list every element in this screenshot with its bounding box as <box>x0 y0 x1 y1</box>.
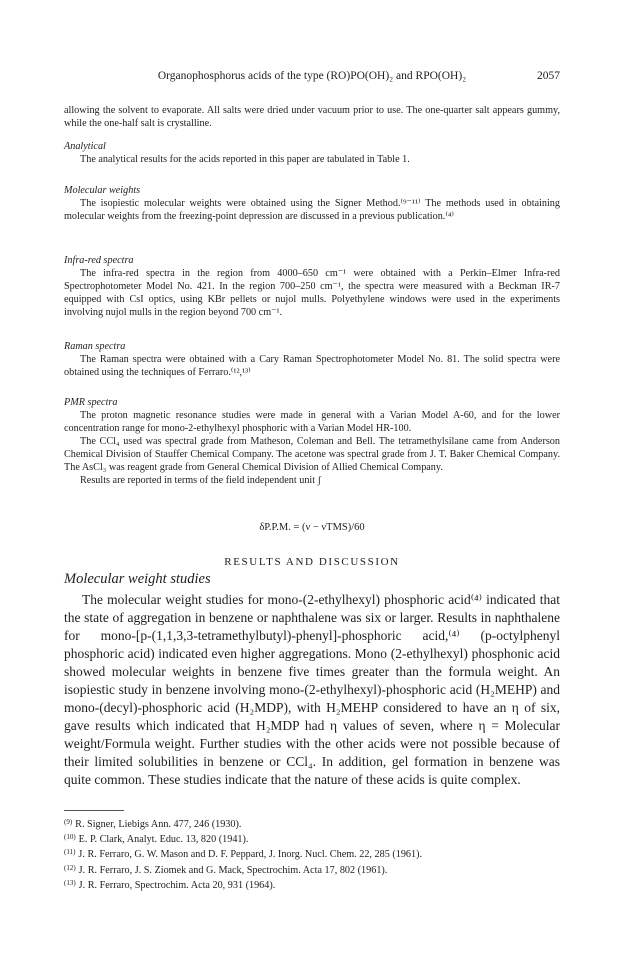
section-pmr <box>64 396 560 487</box>
reference-number: (12) <box>64 863 76 872</box>
section-heading: Analytical <box>64 141 106 152</box>
page-number: 2057 <box>537 70 560 82</box>
reference-item <box>64 846 560 861</box>
pmr-paragraph-1: The proton magnetic resonance studies were made in general with a Varian Model A-60, and for the lower concentration range for mono-2-ethylhexyl phosphoric with a Varian Model HR-100. <box>64 410 560 434</box>
results-block <box>64 591 560 789</box>
section-infrared <box>64 254 560 319</box>
section-heading: Molecular weights <box>64 185 141 196</box>
pmr-paragraph-2: The CCl₄ used was spectral grade from Matheson, Coleman and Bell. The tetramethylsilane came from Anderson Chemical Division of Stauffer Chemical Company. The acetone was spectral grade from J. T. Baker Chemical Company. The AsCl₃ was reagent grade from General Chemical Division of Allied Chemical Company. <box>64 436 560 473</box>
footnote-rule <box>64 810 124 811</box>
reference-item <box>64 831 560 846</box>
reference-text: J. R. Ferraro, J. S. Ziomek and G. Mack, Spectrochim. Acta 17, 802 (1961). <box>78 864 388 876</box>
section-text: The infra-red spectra in the region from 4000–650 cm⁻¹ were obtained with a Perkin–Elmer Infra-red Spectrophotometer Model No. 421. In the region 700–250 cm⁻¹, the spectra were measured with a Beckman IR-7 equipped with CsI optics, using KBr pellets or nujol mulls. Polyethylene windows were used in the experiments involving nujol mulls in the region beyond 700 cm⁻¹. <box>64 268 560 318</box>
section-raman <box>64 340 560 379</box>
results-heading: RESULTS AND DISCUSSION <box>224 556 400 568</box>
reference-item <box>64 877 560 892</box>
section-text: The Raman spectra were obtained with a Cary Raman Spectrophotometer Model No. 81. The solid spectra were obtained using the techniques of Ferraro.⁽¹²,¹³⁾ <box>64 354 560 378</box>
reference-text: J. R. Ferraro, G. W. Mason and D. F. Peppard, J. Inorg. Nucl. Chem. 22, 285 (1961). <box>78 849 423 861</box>
pmr-paragraph-3: Results are reported in terms of the field independent unit ʃ <box>80 475 322 486</box>
section-text: The isopiestic molecular weights were obtained using the Signer Method.⁽⁹⁻¹¹⁾ The methods used in obtaining molecular weights from the freezing-point depression are discussed in a previous publication.⁽⁴⁾ <box>64 198 560 222</box>
section-molecular-weights <box>64 184 560 223</box>
reference-item <box>64 862 560 877</box>
reference-number: (13) <box>64 878 76 887</box>
section-heading: PMR spectra <box>64 397 118 408</box>
section-analytical <box>64 140 560 166</box>
section-heading: Infra-red spectra <box>64 255 134 266</box>
reference-text: E. P. Clark, Analyt. Educ. 13, 820 (1941). <box>78 834 249 846</box>
section-text: The analytical results for the acids reported in this paper are tabulated in Table 1. <box>80 154 410 165</box>
intro-paragraph: allowing the solvent to evaporate. All salts were dried under vacuum prior to use. The one-quarter salt appears gummy, while the one-half salt is crystalline. <box>64 105 560 129</box>
running-title: Organophosphorus acids of the type (RO)PO(OH)₂ and RPO(OH)₂ <box>157 70 467 82</box>
intro-block <box>64 104 560 130</box>
pmr-equation: δP.P.M. = (ν − νTMS)/60 <box>259 522 365 533</box>
reference-number: (9) <box>64 818 73 826</box>
reference-list <box>64 816 560 892</box>
reference-number: (11) <box>64 848 76 857</box>
page-header <box>64 70 560 86</box>
reference-text: R. Signer, Liebigs Ann. 477, 246 (1930). <box>75 819 242 830</box>
reference-item <box>64 816 560 831</box>
results-subheading: Molecular weight studies <box>64 571 211 587</box>
reference-number: (10) <box>64 833 76 842</box>
reference-text: J. R. Ferraro, Spectrochim. Acta 20, 931 (1964). <box>78 879 276 891</box>
section-heading: Raman spectra <box>64 341 126 352</box>
results-paragraph: The molecular weight studies for mono-(2-ethylhexyl) phosphoric acid⁽⁴⁾ indicated that the state of aggregation in benzene or naphthalene was six or larger. Results in naphthalene for mono-[p-(1,1,3,3-tetramethylbutyl)-phenyl]-phosphoric acid,⁽⁴⁾ (p-octylphenyl phosphoric acid) indicated even higher aggregations. Mono (2-ethylhexyl) phosphonic acid showed molecular weights in benzene five times greater than the formula weight. An isopiestic study in benzene involving mono-(2-ethylhexyl)-phosphoric acid (H₂MEHP) and mono-(decyl)-phosphoric acid (H₂MDP), with H₂MEHP considered to have an η of six, gave results which indicated that H₂MDP had η values of seven, where η = Molecular weight/Formula weight. Further studies with the other acids were not possible because of their limited solubilities in benzene or CCl₄. In addition, gel formation in benzene was quite common. These studies indicate that the nature of these acids is quite complex. <box>64 592 560 787</box>
